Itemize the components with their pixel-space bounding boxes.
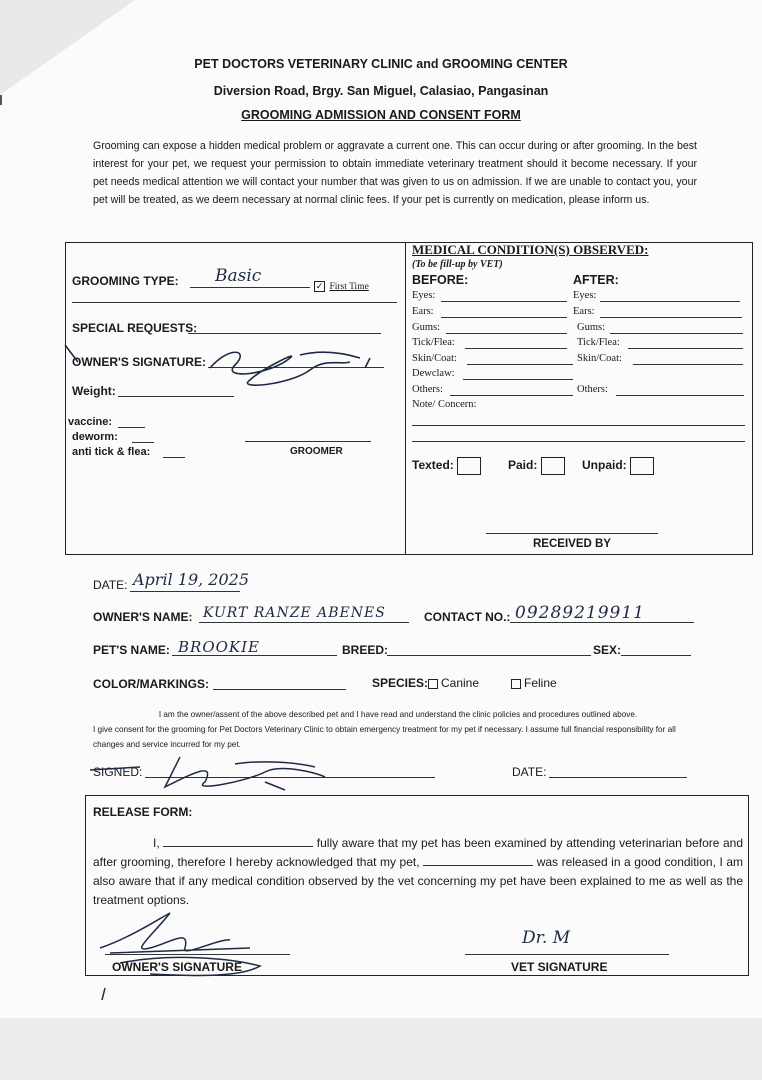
special-requests-line[interactable] [188,333,381,334]
before-others-line[interactable] [450,395,573,396]
received-by-label: RECEIVED BY [533,538,611,550]
unpaid-checkbox[interactable] [630,457,654,475]
release-owner-name-line[interactable] [163,846,313,847]
groomer-line[interactable] [245,441,371,442]
release-title: RELEASE FORM: [93,805,193,819]
before-dewclaw-label: Dewclaw: [412,368,455,379]
texted-field[interactable] [412,457,481,475]
vet-signature-line[interactable] [465,954,669,955]
species-canine-option[interactable] [428,676,479,690]
release-text-part3: was released in a good condition, I am also aware that if any medical condition observed by the vet concerning my pet have been explained to me as well as the treatment options. [93,855,743,907]
after-skincoat-line[interactable] [633,364,743,365]
grooming-type-line [190,287,310,288]
deworm-label: deworm: [72,431,118,443]
vaccine-line[interactable] [118,427,145,428]
species-feline-option[interactable] [511,676,557,690]
release-text-part2: fully aware that my pet has been examined by attending veterinarian before and after grooming, therefore I hereby acknowledged that my pet, [93,836,743,869]
before-skincoat-label: Skin/Coat: [412,353,457,364]
before-others-label: Others: [412,384,443,395]
after-tickflea-label: Tick/Flea: [577,337,620,348]
before-ears-label: Ears: [412,306,434,317]
after-ears-label: Ears: [573,306,595,317]
before-dewclaw-line[interactable] [463,379,573,380]
before-skincoat-line[interactable] [467,364,573,365]
before-gums-label: Gums: [412,322,441,333]
consent-line-2: I give consent for the grooming for Pet Doctors Veterinary Clinic to obtain emergency treatment for my pet if necessary. I assume full financial responsibility for all changes and service incurred for my pet. [93,725,676,749]
after-gums-line[interactable] [610,333,743,334]
consent-date-line[interactable] [549,777,687,778]
paid-checkbox[interactable] [541,457,565,475]
before-eyes-line[interactable] [441,301,567,302]
feline-checkbox[interactable] [511,679,521,689]
unpaid-field[interactable] [582,457,654,475]
before-tickflea-line[interactable] [465,348,567,349]
sex-label: SEX: [593,643,622,657]
first-time-label: First Time [329,282,369,292]
anti-tick-label: anti tick & flea: [72,446,151,458]
signed-label: SIGNED: [93,765,143,779]
first-time-checkmark: ✓ [315,281,324,291]
form-title: GROOMING ADMISSION AND CONSENT FORM [241,108,521,122]
note-concern-label: Note/ Concern: [412,399,477,410]
contact-no-value[interactable]: 09289219911 [515,603,645,623]
before-tickflea-label: Tick/Flea: [412,337,455,348]
grooming-type-extra-line [72,302,397,303]
first-time-checkbox[interactable] [314,276,369,294]
after-others-line[interactable] [616,395,744,396]
paid-label: Paid: [508,458,538,473]
after-ears-line[interactable] [600,317,742,318]
before-eyes-label: Eyes: [412,290,436,301]
after-skincoat-label: Skin/Coat: [577,353,622,364]
contact-no-label: CONTACT NO.: [424,610,511,624]
release-paragraph [93,834,743,910]
texted-checkbox[interactable] [457,457,481,475]
release-owner-signature-scribble [90,908,280,1003]
color-markings-label: COLOR/MARKINGS: [93,677,209,691]
note-line-1[interactable] [412,425,745,426]
weight-line[interactable] [118,396,234,397]
release-owner-signature-label: OWNER'S SIGNATURE [112,960,242,974]
pet-name-label: PET'S NAME: [93,643,170,657]
folded-corner [0,0,135,95]
sex-line[interactable] [621,655,691,656]
release-owner-signature-line[interactable] [105,954,290,955]
owner-name-label: OWNER'S NAME: [93,610,193,624]
date-line[interactable] [130,591,240,592]
vaccine-label: vaccine: [68,416,113,428]
grooming-type-value[interactable]: Basic [215,266,262,286]
after-eyes-label: Eyes: [573,290,597,301]
note-line-2[interactable] [412,441,745,442]
intro-paragraph: Grooming can expose a hidden medical problem or aggravate a current one. This can occur during or after grooming. In the best interest for your pet, we request your permission to obtain immediate veterinary treatment should it become necessary. If your pet needs medical attention we will contact your number that was given to us on admission. If we are unable to contact you, your pet will be treated, as we deem necessary at normal clinic fees. If your pet is currently on medication, please inform us. [93,140,697,206]
clinic-name: PET DOCTORS VETERINARY CLINIC and GROOMING CENTER [194,57,568,71]
consent-line-1: I am the owner/assent of the above described pet and I have read and understand the clinic policies and procedures outlined above. [158,710,638,719]
after-tickflea-line[interactable] [628,348,743,349]
medical-condition-title: MEDICAL CONDITION(S) OBSERVED: [412,242,649,257]
before-ears-line[interactable] [441,317,567,318]
breed-label: BREED: [342,643,389,657]
release-pet-name-line[interactable] [423,865,533,866]
anti-tick-line[interactable] [163,457,185,458]
species-label: SPECIES: [372,676,429,690]
owner-signature-label: OWNER'S SIGNATURE: [72,355,206,369]
before-label: BEFORE: [412,273,469,287]
scanner-bottom-strip [0,1018,762,1080]
canine-checkbox[interactable] [428,679,438,689]
owner-signature-scribble [60,340,390,390]
color-markings-line[interactable] [213,689,346,690]
grooming-type-label: GROOMING TYPE: [72,274,179,288]
unpaid-label: Unpaid: [582,458,627,473]
owner-name-value[interactable]: KURT RANZE ABENES [203,605,386,621]
paid-field[interactable] [508,457,565,475]
clinic-address: Diversion Road, Brgy. San Miguel, Calasiao, Pangasinan [213,84,549,98]
after-eyes-line[interactable] [600,301,740,302]
after-gums-label: Gums: [577,322,606,333]
received-by-line[interactable] [486,533,658,534]
weight-label: Weight: [72,384,116,398]
date-label: DATE: [93,578,128,592]
admission-box [65,242,753,555]
pet-name-value[interactable]: BROOKIE [178,638,260,656]
after-label: AFTER: [573,273,619,287]
groomer-label: GROOMER [290,446,343,457]
feline-label: Feline [524,676,557,690]
consent-date-label: DATE: [512,765,547,779]
vet-signature-value[interactable]: Dr. M [522,928,571,948]
deworm-line[interactable] [132,442,154,443]
owner-name-line[interactable] [199,622,409,623]
medical-condition-subtitle: (To be fill-up by VET) [412,259,503,270]
special-requests-label: SPECIAL REQUESTS: [72,321,198,335]
before-gums-line[interactable] [446,333,567,334]
breed-line[interactable] [387,655,591,656]
canine-label: Canine [441,676,480,690]
signed-scribble [85,752,345,792]
box-divider [405,242,406,554]
after-others-label: Others: [577,384,608,395]
release-text-part1: I, [153,836,160,850]
texted-label: Texted: [412,458,454,473]
vet-signature-label: VET SIGNATURE [511,960,608,974]
date-value[interactable]: April 19, 2025 [133,570,250,589]
